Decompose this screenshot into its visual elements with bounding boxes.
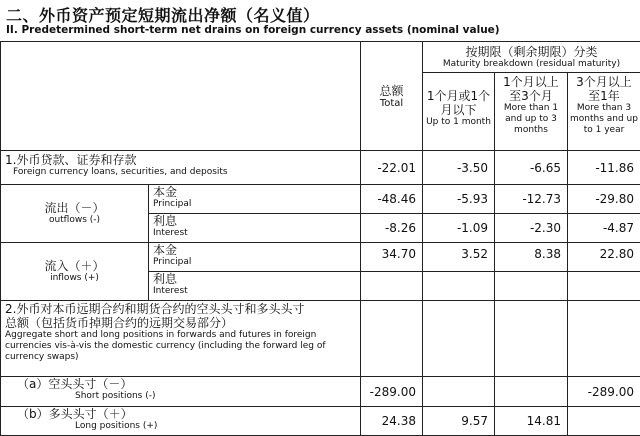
inflows-interest-m1 bbox=[423, 272, 495, 301]
outflows-label-cn: 流出（－） bbox=[1, 201, 148, 215]
long-positions-label bbox=[1, 407, 361, 436]
outflows-principal-label bbox=[149, 185, 361, 214]
forwards-m2 bbox=[495, 301, 568, 377]
inflows-label-en: inflows (+) bbox=[1, 273, 148, 284]
col3-header-en: More than 3 months and up to 1 year bbox=[568, 103, 640, 136]
table-row-loans bbox=[1, 151, 640, 185]
short-positions-label bbox=[1, 377, 361, 407]
table-row-forwards bbox=[1, 301, 640, 377]
forwards-label-cn1: 2.外币对本币远期合约和期货合约的空头头寸和多头头寸 bbox=[5, 302, 360, 316]
inflows-interest-label bbox=[149, 272, 361, 301]
col1-header-en: Up to 1 month bbox=[423, 117, 494, 128]
loans-total: -22.01 bbox=[361, 151, 423, 185]
loans-m3: -11.86 bbox=[568, 151, 640, 185]
inflows-principal-m2: 8.38 bbox=[495, 243, 568, 272]
long-positions-total: 24.38 bbox=[361, 407, 423, 436]
table-row-long-positions bbox=[1, 407, 640, 436]
inflows-principal-m1: 3.52 bbox=[423, 243, 495, 272]
page-title: 二、外币资产预定短期流出净额（名义值） bbox=[6, 3, 320, 26]
outflows-label bbox=[1, 185, 149, 243]
page-subtitle: II. Predetermined short-term net drains on foreign currency assets (nominal value) bbox=[6, 24, 500, 36]
short-positions-en: Short positions (-) bbox=[5, 391, 360, 402]
inflows-principal-cn: 本金 bbox=[153, 243, 360, 257]
outflows-interest-en: Interest bbox=[153, 228, 360, 239]
table-row-outflows-principal bbox=[1, 185, 640, 214]
inflows-label-cn: 流入（＋） bbox=[1, 259, 148, 273]
long-positions-m1: 9.57 bbox=[423, 407, 495, 436]
loans-m1: -3.50 bbox=[423, 151, 495, 185]
forwards-label bbox=[1, 301, 361, 377]
net-drains-table bbox=[0, 41, 640, 436]
short-positions-total: -289.00 bbox=[361, 377, 423, 407]
outflows-interest-label bbox=[149, 214, 361, 243]
col3-header bbox=[568, 73, 640, 151]
table-row-short-positions bbox=[1, 377, 640, 407]
inflows-interest-en: Interest bbox=[153, 286, 360, 297]
short-positions-cn: （a）空头头寸（－） bbox=[5, 377, 360, 391]
col2-header bbox=[495, 73, 568, 151]
total-header-en: Total bbox=[361, 98, 422, 109]
maturity-header-en: Maturity breakdown (residual maturity) bbox=[423, 59, 640, 70]
maturity-header bbox=[423, 42, 640, 73]
inflows-principal-m3: 22.80 bbox=[568, 243, 640, 272]
col2-header-cn: 1个月以上至3个月 bbox=[495, 75, 567, 103]
maturity-header-cn: 按期限（剩余期限）分类 bbox=[423, 45, 640, 59]
header-row bbox=[1, 42, 640, 73]
outflows-interest-m3: -4.87 bbox=[568, 214, 640, 243]
loans-label-cn: 1.外币贷款、证券和存款 bbox=[5, 153, 360, 167]
loans-label bbox=[1, 151, 361, 185]
short-positions-m2 bbox=[495, 377, 568, 407]
loans-m2: -6.65 bbox=[495, 151, 568, 185]
forwards-label-en: Aggregate short and long positions in forwards and futures in foreign currencies vis-à-vis the domestic currency (including the forward leg of currency swaps) bbox=[5, 330, 360, 363]
outflows-principal-m1: -5.93 bbox=[423, 185, 495, 214]
inflows-interest-m2 bbox=[495, 272, 568, 301]
col3-header-cn: 3个月以上至1年 bbox=[568, 75, 640, 103]
long-positions-m2: 14.81 bbox=[495, 407, 568, 436]
loans-label-en: Foreign currency loans, securities, and deposits bbox=[5, 167, 360, 178]
short-positions-m1 bbox=[423, 377, 495, 407]
outflows-interest-m2: -2.30 bbox=[495, 214, 568, 243]
total-header-cn: 总额 bbox=[361, 84, 422, 98]
forwards-total bbox=[361, 301, 423, 377]
outflows-principal-total: -48.46 bbox=[361, 185, 423, 214]
outflows-principal-cn: 本金 bbox=[153, 185, 360, 199]
table-row-inflows-principal bbox=[1, 243, 640, 272]
long-positions-cn: （b）多头头寸（＋） bbox=[5, 407, 360, 421]
inflows-principal-label bbox=[149, 243, 361, 272]
col2-header-en: More than 1 and up to 3 months bbox=[495, 103, 567, 136]
outflows-principal-m3: -29.80 bbox=[568, 185, 640, 214]
inflows-label bbox=[1, 243, 149, 301]
short-positions-m3: -289.00 bbox=[568, 377, 640, 407]
inflows-interest-total bbox=[361, 272, 423, 301]
col1-header bbox=[423, 73, 495, 151]
inflows-principal-total: 34.70 bbox=[361, 243, 423, 272]
header-blank-cell bbox=[1, 42, 361, 151]
total-header bbox=[361, 42, 423, 151]
long-positions-m3 bbox=[568, 407, 640, 436]
col1-header-cn: 1个月或1个月以下 bbox=[423, 89, 494, 117]
forwards-m1 bbox=[423, 301, 495, 377]
outflows-label-en: outflows (-) bbox=[1, 215, 148, 226]
forwards-m3 bbox=[568, 301, 640, 377]
outflows-interest-total: -8.26 bbox=[361, 214, 423, 243]
outflows-principal-m2: -12.73 bbox=[495, 185, 568, 214]
inflows-interest-cn: 利息 bbox=[153, 272, 360, 286]
inflows-principal-en: Principal bbox=[153, 257, 360, 268]
outflows-interest-cn: 利息 bbox=[153, 214, 360, 228]
outflows-interest-m1: -1.09 bbox=[423, 214, 495, 243]
inflows-interest-m3 bbox=[568, 272, 640, 301]
forwards-label-cn2: 总额（包括货币掉期合约的远期交易部分） bbox=[5, 316, 360, 330]
long-positions-en: Long positions (+) bbox=[5, 421, 360, 432]
outflows-principal-en: Principal bbox=[153, 199, 360, 210]
